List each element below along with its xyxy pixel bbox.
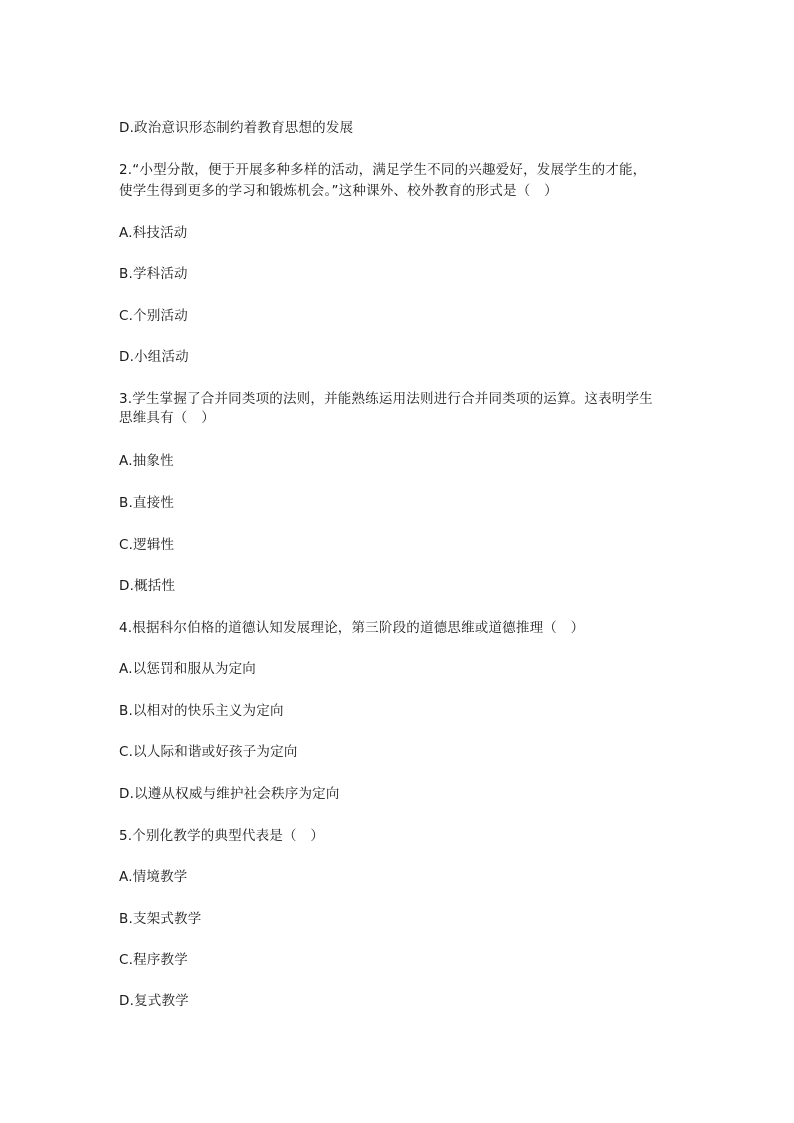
q2-stem-line-2: 使学生得到更多的学习和锻炼机会。”这种课外、校外教育的形式是（ ）: [119, 183, 558, 199]
q2-option-d: D.小组活动: [119, 349, 189, 365]
q5-option-c: C.程序教学: [119, 952, 188, 968]
q3-option-b: B.直接性: [119, 495, 175, 511]
q3-stem-line-1: 3.学生掌握了合并同类项的法则，并能熟练运用法则进行合并同类项的运算。这表明学生: [119, 391, 653, 407]
q4-stem: 4.根据科尔伯格的道德认知发展理论，第三阶段的道德思维或道德推理（ ）: [119, 620, 585, 636]
q3-option-a: A.抽象性: [119, 453, 174, 469]
q4-option-d: D.以遵从权威与维护社会秩序为定向: [119, 786, 340, 802]
q2-option-b: B.学科活动: [119, 266, 188, 282]
q3-option-d: D.概括性: [119, 578, 176, 594]
q3-stem-line-2: 思维具有（ ）: [119, 410, 215, 426]
q2-option-a: A.科技活动: [119, 225, 188, 241]
q3-option-c: C.逻辑性: [119, 537, 175, 553]
q5-option-b: B.支架式教学: [119, 911, 202, 927]
q2-option-c: C.个别活动: [119, 308, 188, 324]
q2-stem-line-1: 2.“小型分散，便于开展多种多样的活动，满足学生不同的兴趣爱好，发展学生的才能，: [119, 162, 647, 178]
q5-option-d: D.复式教学: [119, 993, 189, 1009]
q5-option-a: A.情境教学: [119, 869, 188, 885]
q4-option-b: B.以相对的快乐主义为定向: [119, 703, 284, 719]
q1-option-d: D.政治意识形态制约着教育思想的发展: [119, 120, 354, 136]
q4-option-a: A.以惩罚和服从为定向: [119, 661, 256, 677]
q4-option-c: C.以人际和谐或好孩子为定向: [119, 744, 298, 760]
q5-stem: 5.个别化教学的典型代表是（ ）: [119, 828, 325, 844]
